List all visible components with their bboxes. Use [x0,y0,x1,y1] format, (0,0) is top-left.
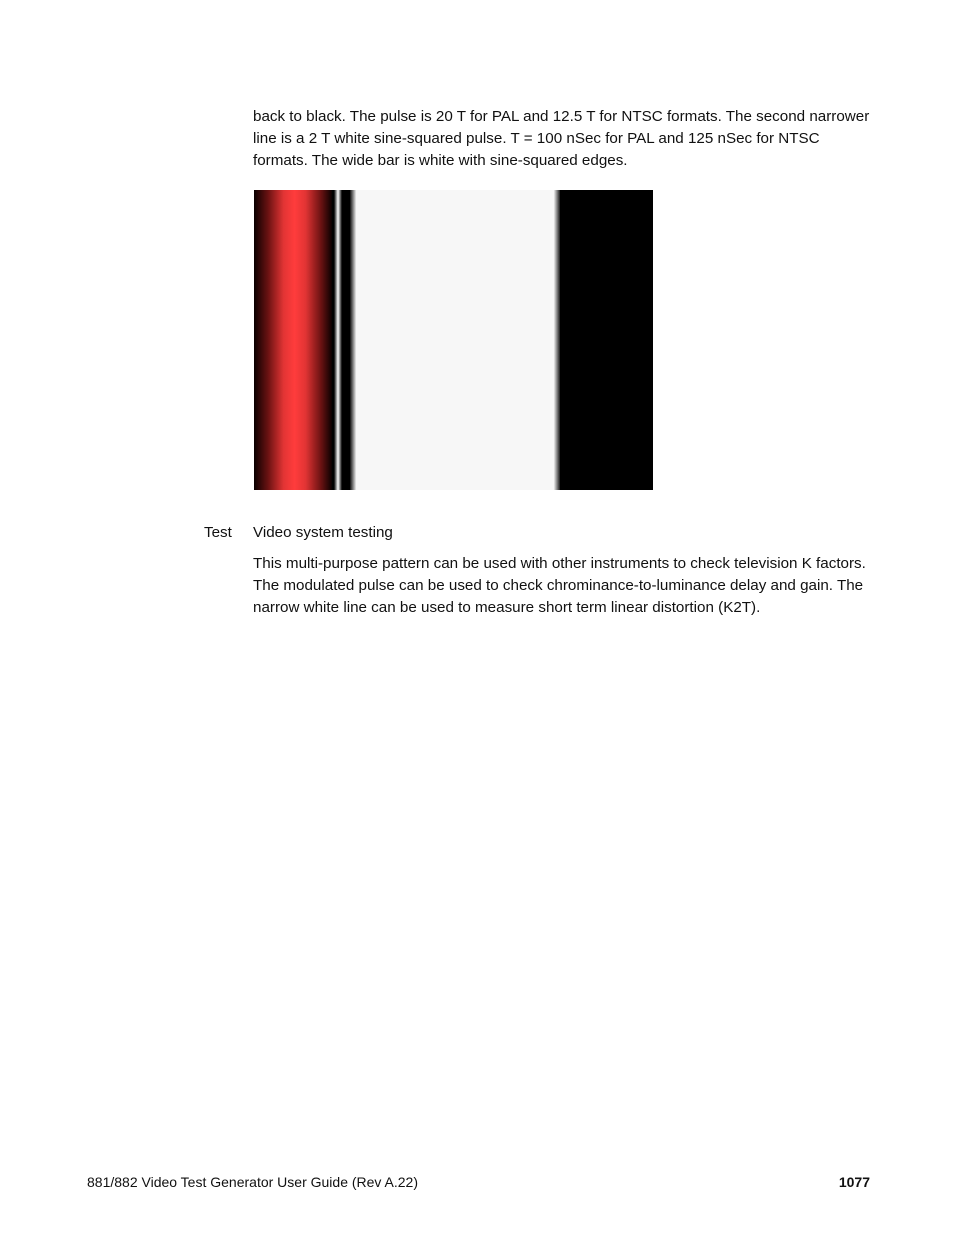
test-value: Video system testing [253,524,393,541]
test-pattern-image [254,190,653,490]
test-label: Test [204,524,232,541]
page-number: 1077 [838,1174,870,1190]
modulated-pulse [254,190,332,490]
narrow-white-line [334,190,342,490]
intro-paragraph: back to black. The pulse is 20 T for PAL and 12.5 T for NTSC formats. The second narrower line is a 2 T white sine-squared pulse. T = 100 nSec for PAL and 125 nSec for NTSC formats. The wide bar is white with sine-squared edges. [253,108,870,169]
footer-title: 881/882 Video Test Generator User Guide (Rev A.22) [87,1174,419,1190]
test-description: This multi-purpose pattern can be used with other instruments to check television K factors. The modulated pulse can be used to check chrominance-to-luminance delay and gain. The narrow white line can be used to measure short term linear distortion (K2T). [253,555,866,616]
wide-white-bar [350,190,560,490]
